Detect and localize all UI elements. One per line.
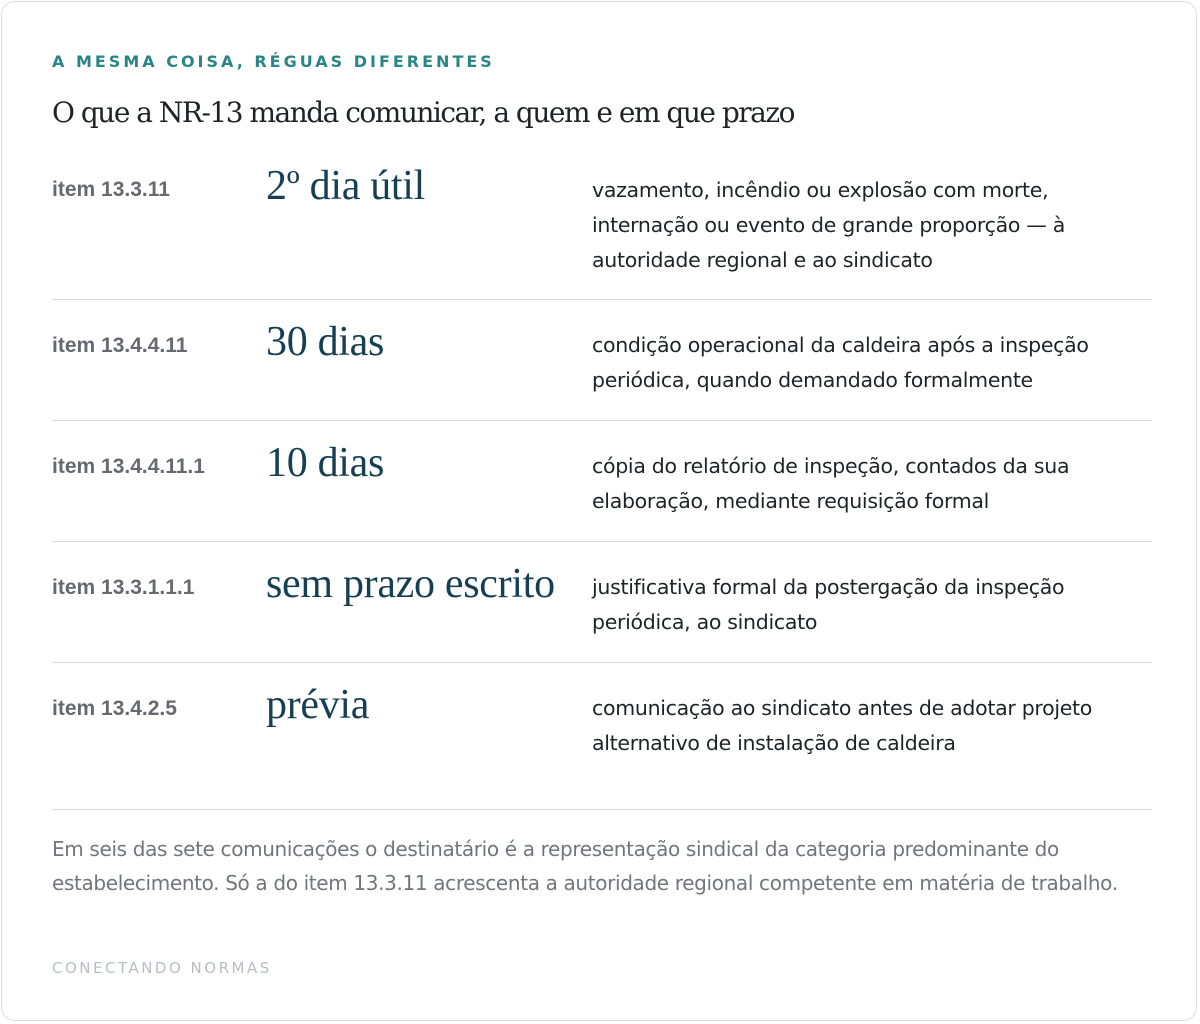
deadline-value: prévia xyxy=(266,682,370,728)
list-item xyxy=(52,162,1152,300)
item-reference: item 13.3.1.1.1 xyxy=(52,576,195,599)
footnote: Em seis das sete comunicações o destinatário é a representação sindical da categoria predominante do estabelecimento. Só a do item 13.3.11 acrescenta a autoridade regional competente em matéria de trabalho. xyxy=(52,837,1118,895)
list-item xyxy=(52,300,1152,421)
item-description: justificativa formal da postergação da inspeção periódica, ao sindicato xyxy=(592,575,1065,634)
item-reference: item 13.4.2.5 xyxy=(52,697,177,720)
item-description: cópia do relatório de inspeção, contados da sua elaboração, mediante requisição formal xyxy=(592,454,1070,513)
list-item xyxy=(52,663,1152,810)
item-reference: item 13.3.11 xyxy=(52,178,170,201)
list-item xyxy=(52,542,1152,663)
list-item xyxy=(52,421,1152,542)
item-reference: item 13.4.4.11 xyxy=(52,334,188,357)
deadline-value: sem prazo escrito xyxy=(266,561,555,607)
deadline-value: 2º dia útil xyxy=(266,163,426,209)
item-description: condição operacional da caldeira após a inspeção periódica, quando demandado formalmente xyxy=(592,333,1089,392)
deadline-list xyxy=(52,162,1152,810)
item-reference: item 13.4.4.11.1 xyxy=(52,455,205,478)
eyebrow-label: A MESMA COISA, RÉGUAS DIFERENTES xyxy=(52,52,495,71)
page-title: O que a NR-13 manda comunicar, a quem e em que prazo xyxy=(52,96,794,129)
item-description: vazamento, incêndio ou explosão com morte, internação ou evento de grande proporção — à autoridade regional e ao sindicato xyxy=(592,178,1065,272)
brand-label: CONECTANDO NORMAS xyxy=(52,959,272,977)
deadline-value: 10 dias xyxy=(266,440,385,486)
deadline-value: 30 dias xyxy=(266,319,385,365)
item-description: comunicação ao sindicato antes de adotar projeto alternativo de instalação de caldeira xyxy=(592,696,1093,755)
card xyxy=(1,1,1197,1021)
